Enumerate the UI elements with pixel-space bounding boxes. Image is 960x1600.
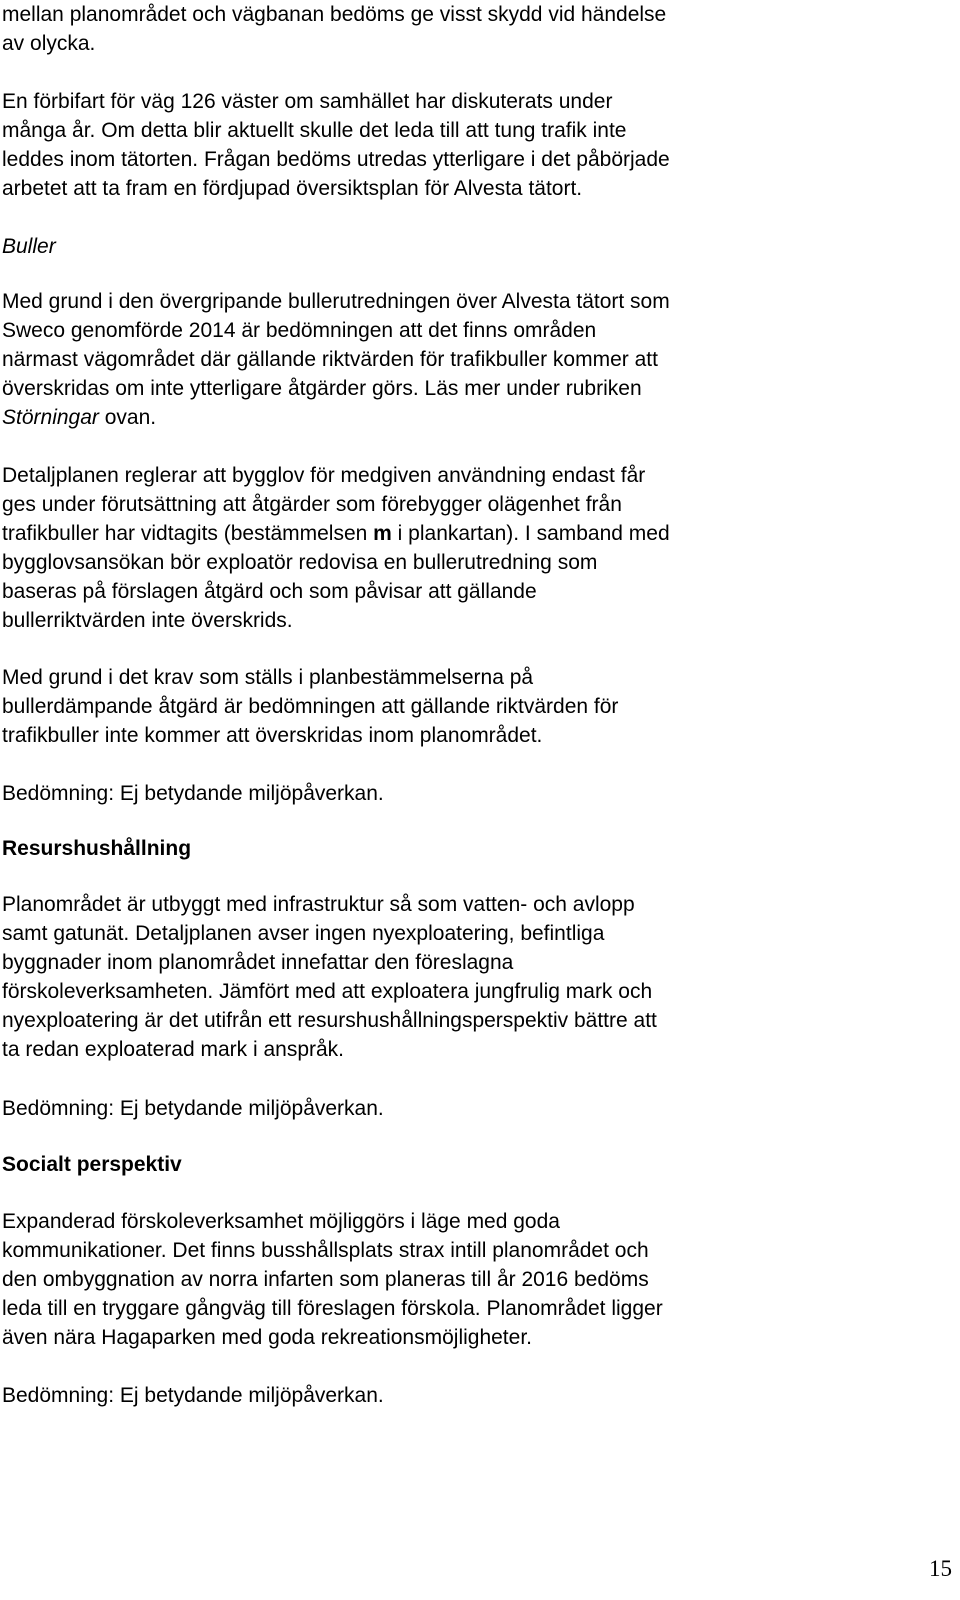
storningar-reference: Störningar xyxy=(2,406,99,429)
text-line: Expanderad förskoleverksamhet möjliggörs i läge med goda xyxy=(2,1210,560,1233)
text-line: En förbifart för väg 126 väster om samhället har diskuterats under xyxy=(2,90,613,113)
text-line: närmast vägområdet där gällande riktvärden för trafikbuller kommer att xyxy=(2,348,658,371)
text-line: bygglovsansökan bör exploatör redovisa en bullerutredning som xyxy=(2,551,598,574)
socialt-perspektiv-assessment xyxy=(2,1381,952,1410)
text-line: Planområdet är utbyggt med infrastruktur så som vatten- och avlopp xyxy=(2,893,635,916)
text-line: många år. Om detta blir aktuellt skulle det leda till att tung trafik inte xyxy=(2,119,627,142)
text-fragment: ovan. xyxy=(98,406,157,429)
text-line: Med grund i det krav som ställs i planbestämmelserna på xyxy=(2,666,534,689)
text-line: kommunikationer. Det finns busshållsplats strax intill planområdet och xyxy=(2,1239,649,1262)
text-line: Sweco genomförde 2014 är bedömningen att det finns områden xyxy=(2,319,597,342)
assessment-text: Bedömning: Ej betydande miljöpåverkan. xyxy=(2,1097,384,1120)
text-line: Med grund i den övergripande bullerutredningen över Alvesta tätort som xyxy=(2,290,670,313)
text-line: även nära Hagaparken med goda rekreationsmöjligheter. xyxy=(2,1326,532,1349)
regulation-code-m: m xyxy=(373,522,392,545)
text-line: byggnader inom planområdet innefattar den föreslagna xyxy=(2,951,514,974)
text-line: Detaljplanen reglerar att bygglov för medgiven användning endast får xyxy=(2,464,646,487)
text-line: ges under förutsättning att åtgärder som förebygger olägenhet från xyxy=(2,493,622,516)
buller-heading: Buller xyxy=(2,235,56,258)
resurshushallning-heading: Resurshushållning xyxy=(2,837,192,860)
assessment-text: Bedömning: Ej betydande miljöpåverkan. xyxy=(2,782,384,805)
resurshushallning-assessment xyxy=(2,1094,952,1123)
resurshushallning-paragraph xyxy=(2,890,952,1064)
text-line: ta redan exploaterad mark i anspråk. xyxy=(2,1038,345,1061)
text-line: den ombyggnation av norra infarten som planeras till år 2016 bedöms xyxy=(2,1268,649,1291)
text-line: av olycka. xyxy=(2,32,96,55)
text-line: baseras på förslagen åtgärd och som påvisar att gällande xyxy=(2,580,537,603)
text-line: bullerdämpande åtgärd är bedömningen att gällande riktvärden för xyxy=(2,695,619,718)
socialt-perspektiv-paragraph xyxy=(2,1207,952,1352)
text-line: leda till en tryggare gångväg till föreslagen förskola. Planområdet ligger xyxy=(2,1297,663,1320)
text-fragment: i plankartan). I samband med xyxy=(391,522,670,545)
text-line xyxy=(2,403,952,432)
buller-assessment xyxy=(2,779,952,808)
buller-paragraph-3 xyxy=(2,663,952,750)
intro-paragraph xyxy=(2,0,952,58)
text-line: mellan planområdet och vägbanan bedöms ge visst skydd vid händelse xyxy=(2,3,667,26)
text-line: överskridas om inte ytterligare åtgärder görs. Läs mer under rubriken xyxy=(2,377,642,400)
bypass-paragraph xyxy=(2,87,952,203)
page-number: 15 xyxy=(929,1556,952,1581)
buller-paragraph-2 xyxy=(2,461,952,635)
text-line: samt gatunät. Detaljplanen avser ingen nyexploatering, befintliga xyxy=(2,922,605,945)
text-line: arbetet att ta fram en fördjupad översiktsplan för Alvesta tätort. xyxy=(2,177,583,200)
text-line: leddes inom tätorten. Frågan bedöms utredas ytterligare i det påbörjade xyxy=(2,148,670,171)
text-line: trafikbuller inte kommer att överskridas inom planområdet. xyxy=(2,724,543,747)
text-fragment: trafikbuller har vidtagits (bestämmelsen xyxy=(2,522,374,545)
text-line: bullerriktvärden inte överskrids. xyxy=(2,609,293,632)
text-line: nyexploatering är det utifrån ett resurshushållningsperspektiv bättre att xyxy=(2,1009,657,1032)
socialt-perspektiv-heading: Socialt perspektiv xyxy=(2,1153,182,1176)
assessment-text: Bedömning: Ej betydande miljöpåverkan. xyxy=(2,1384,384,1407)
text-line: förskoleverksamheten. Jämfört med att exploatera jungfrulig mark och xyxy=(2,980,653,1003)
text-line xyxy=(2,519,952,548)
buller-paragraph-1 xyxy=(2,287,952,432)
